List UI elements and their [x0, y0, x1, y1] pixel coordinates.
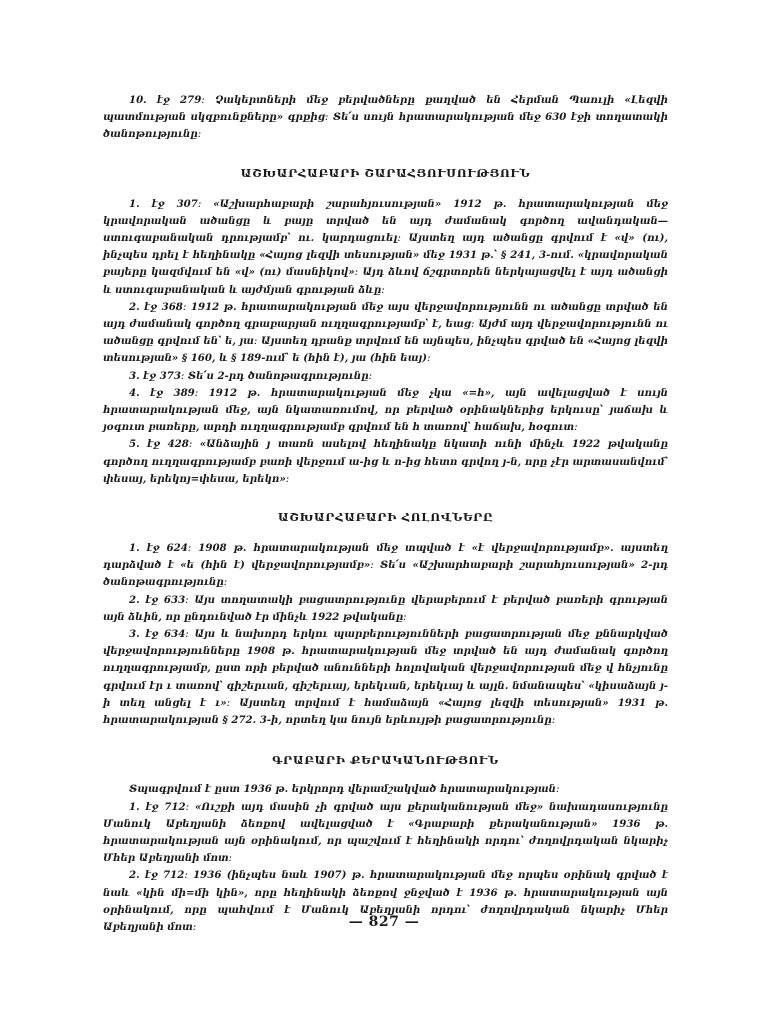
- section-title-grammar: ԳՐԱԲԱՐԻ ՔԵՐԱԿԱՆՈՒԹՅՈՒՆ: [272, 753, 499, 768]
- section-title-syntax: ԱՇԽԱՐՀԱԲԱՐԻ ՇԱՐԱՀՅՈՒՍՈՒԹՅՈՒՆ: [240, 165, 531, 180]
- note-paragraph: 1. էջ 307։ «Աշխարհաբարի շարահյուսության» 1912 թ. հրատարակության մեջ կրավորական ածանցը և բայը տրված են այդ ժամանակ գործող ավանդական—ստուգաբանական դրությամբ՝ ու. կարդացուել։ Այստեղ այդ ածանցը գրվում է «վ» (ու), ինչպես դրել է հեղինակը «Հայոց լեզվի տեսության» մեջ 1931 թ.՝ § 241, 3-ում. «կրավորական բայերը կազմվում են «վ» (ու) մասնիկով»։ Այդ ձևով ճշգրտորեն ներկայացվել է այդ ածանցի և ստուգաբանական և այժմյան գրության ձևը։: [103, 197, 668, 296]
- page-number: — 827 —: [348, 914, 420, 930]
- note-paragraph: Տպագրվում է ըստ 1936 թ. երկրորդ վերամշակված հրատարակության։: [129, 783, 560, 796]
- section-syntax: [103, 196, 668, 488]
- note-paragraph: 3. էջ 373։ Տե՛ս 2-րդ ծանոթագրությունը։: [129, 369, 373, 382]
- note-paragraph: 2. էջ 633։ Այս տողատակի բացատրությունը վերաբերում է բերված բառերի գրության այն ձևին, որ ընդունված էր մինչև 1922 թվականը։: [103, 593, 668, 623]
- note-paragraph: 2. էջ 712։ 1936 (ինչպես նաև 1907) թ. հրատարակության մեջ որպես օրինակ գրված է նաև «կին մի=մի կին», որը հեղինակի ձեռքով ջնջված է 1936 թ. հրատարակության այն օրինակում, որը պահվում է Մանուկ Աբեղյանի որդու՝ ժողովրդական նկարիչ Մհեր Աբեղյանի մոտ։: [103, 869, 668, 933]
- section-grammar: [103, 781, 668, 936]
- note-paragraph: 2. էջ 368։ 1912 թ. հրատարակության մեջ այս վերջավորությունն ու ածանցը տրված են այդ ժամանակ գործող գրաբարյան ուղղագրությամբ՝ է, եաց։ Այժմ այդ վերջավորությունն ու ածանցը գրվում են՝ ե, յա։ Այստեղ դրանք տրվում են այնպես, ինչպես գրված են «Հայոց լեզվի տեսության» § 160, և § 189-ում՝ ե (հին է), յա (հին եայ)։: [103, 300, 668, 365]
- note-paragraph: 4. էջ 389։ 1912 թ. հրատարակության մեջ չկա «=հ», այն ավելացված է սույն հրատարակության մեջ, այն նկատառումով, որ բերված օրինակներից երկուսը՝ յաճախ և յօգուտ բառերը, արդի ուղղագրությամբ գրվում են հ տառով՝ հաճախ, հօգուտ։: [103, 386, 668, 434]
- note-paragraph: 3. էջ 634։ Այս և նախորդ երկու պարբերությունների բացատրության մեջ քննարկված վերջավորությունները 1908 թ. հրատարակության մեջ տրված են այդ ժամանակ գործող ուղղագրությամբ, ըստ որի բերված անունների հոլովական վերջավորության մեջ վ հնչյունը գրվում էր ւ տառով՝ գիշերւան, գիշերւայ, երեկւան, երեկւայ և այլն. նմանապես՝ «կիսաձայն յ-ի տեղ անցել է ւ»։ Այստեղ տրվում է համաձայն «Հայոց լեզվի տեսության» 1931 թ. հրատարակության § 272. 3-ի, որտեղ կա նույն երևույթի բացատրությունը։: [103, 628, 668, 727]
- note-paragraph: 1. էջ 624։ 1908 թ. հրատարակության մեջ տպված է «է վերջավորությամբ». այստեղ դարձված է «ե (հին է) վերջավորությամբ»։ Տե՛ս «Աշխարհաբարի շարահյուսության» 2-րդ ծանոթագրությունը։: [103, 542, 668, 589]
- note-paragraph: 1. էջ 712։ «Ուշքի այդ մասին չի գրված այս քերականության մեջ» նախադասությունը Մանուկ Աբեղյանի ձեռքով ավելացված է «Գրաբարի քերականության» 1936 թ. հրատարակության այն օրինակում, որ պաշվում է հեղինակի որդու՝ ժողովրդական նկարիչ Մհեր Աբեղյանի մոտ։: [103, 800, 668, 865]
- section-title-cases: ԱՇԽԱՐՀԱԲԱՐԻ ՀՈԼՈՎՆԵՐԸ: [277, 510, 494, 525]
- intro-note: 10. էջ 279։ Չակերտների մեջ բերվածները քաղված են Հերման Պաուլի «Լեզվի պատմության սկզբունքները» գրքից։ Տե՛ս սույն հրատարակության մեջ 630 էջի տողատակի ծանոթությունը։: [103, 94, 668, 141]
- note-paragraph: 5. էջ 428։ «Անձային յ տառն ասելով հեղինակը նկատի ունի մինչև 1922 թվականը գործող ուղղագրությամբ բառի վերջում ա-ից և ո-ից հետո գրվող յ-ն, որը չէր արտասանվում՝ փեսայ, երեկոյ=փեսա, երեկո»։: [103, 438, 668, 485]
- section-cases: [103, 540, 668, 729]
